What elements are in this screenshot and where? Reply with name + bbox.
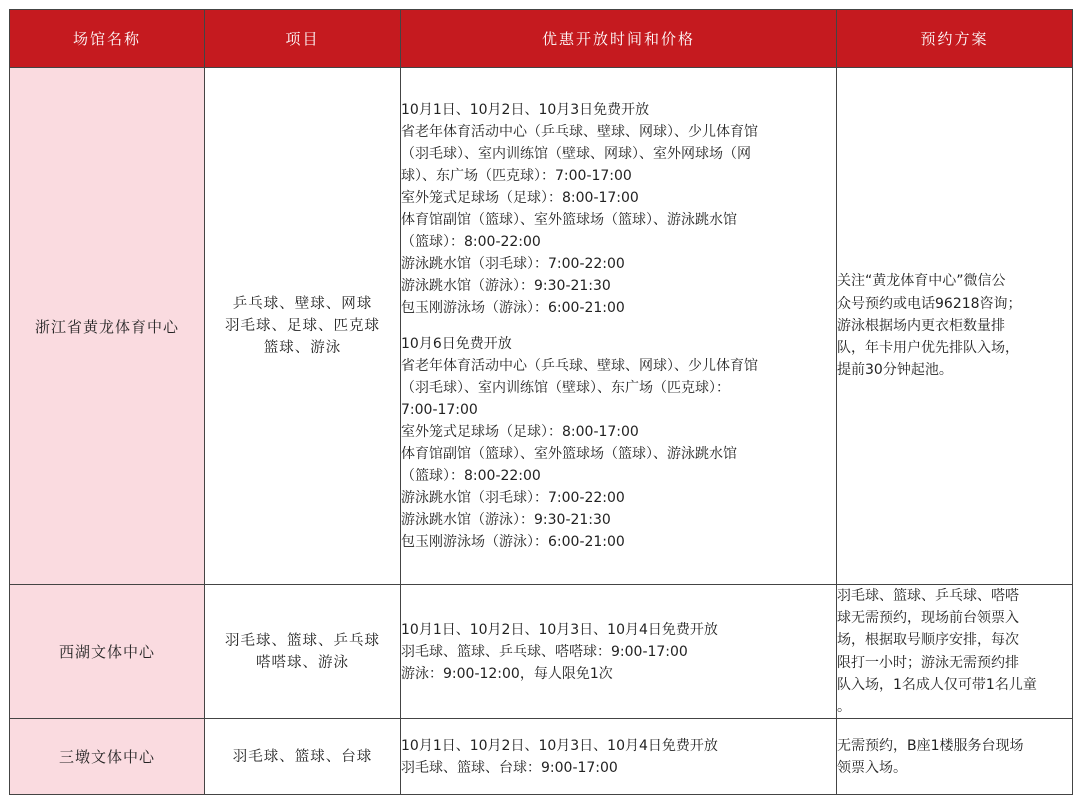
sports-cell bbox=[205, 68, 401, 585]
header-booking-plan: 预约方案 bbox=[837, 10, 1073, 68]
schedule-line: 室外笼式足球场（足球）：8:00-17:00 bbox=[401, 424, 639, 440]
booking-line: 众号预约或电话96218咨询； bbox=[837, 295, 1022, 312]
schedule-line: 游泳跳水馆（游泳）：9:30-21:30 bbox=[401, 512, 611, 528]
schedule-line: 体育馆副馆（篮球）、室外篮球场（篮球）、游泳跳水馆 bbox=[401, 212, 737, 228]
table-row bbox=[10, 68, 1073, 585]
schedule-line: 游泳跳水馆（羽毛球）：7:00-22:00 bbox=[401, 490, 625, 506]
schedule-line: 室外笼式足球场（足球）：8:00-17:00 bbox=[401, 190, 639, 206]
booking-line: 限打一小时；游泳无需预约排 bbox=[837, 654, 1019, 671]
schedule-line: 包玉刚游泳场（游泳）：6:00-21:00 bbox=[401, 534, 625, 550]
schedule-line: 省老年体育活动中心（乒乓球、壁球、网球）、少儿体育馆 bbox=[401, 358, 758, 374]
header-venue-name: 场馆名称 bbox=[10, 10, 205, 68]
schedule-line: 包玉刚游泳场（游泳）：6:00-21:00 bbox=[401, 300, 625, 316]
schedule-cell bbox=[401, 719, 837, 795]
schedule-line: 10月1日、10月2日、10月3日、10月4日免费开放 bbox=[401, 621, 718, 638]
schedule-line: 羽毛球、篮球、台球：9:00-17:00 bbox=[401, 759, 618, 776]
booking-line: 领票入场。 bbox=[837, 759, 907, 776]
schedule-line: （篮球）：8:00-22:00 bbox=[401, 234, 541, 250]
sports-cell bbox=[205, 585, 401, 719]
booking-line: 队入场，1名成人仅可带1名儿童 bbox=[837, 676, 1037, 693]
schedule-line: 体育馆副馆（篮球）、室外篮球场（篮球）、游泳跳水馆 bbox=[401, 446, 737, 462]
table-row bbox=[10, 719, 1073, 795]
schedule-line: 游泳跳水馆（游泳）：9:30-21:30 bbox=[401, 278, 611, 294]
booking-cell bbox=[837, 719, 1073, 795]
schedule-line: 10月1日、10月2日、10月3日免费开放 bbox=[401, 102, 650, 118]
schedule-line: 游泳：9:00-12:00，每人限免1次 bbox=[401, 665, 613, 682]
booking-line: 。 bbox=[837, 699, 851, 716]
sports-line: 羽毛球、篮球、乒乓球 bbox=[225, 632, 380, 649]
sports-line: 羽毛球、足球、匹克球 bbox=[225, 318, 380, 334]
venue-name-cell: 西湖文体中心 bbox=[10, 585, 205, 719]
booking-line: 关注“黄龙体育中心”微信公 bbox=[837, 273, 1006, 290]
booking-line: 提前30分钟起池。 bbox=[837, 362, 953, 379]
schedule-line: 游泳跳水馆（羽毛球）：7:00-22:00 bbox=[401, 256, 625, 272]
venue-name-cell: 三墩文体中心 bbox=[10, 719, 205, 795]
booking-line: 无需预约，B座1楼服务台现场 bbox=[837, 737, 1024, 754]
block-spacer bbox=[401, 319, 836, 333]
schedule-line: （羽毛球）、室内训练馆（壁球）、东广场（匹克球）： bbox=[401, 380, 730, 396]
header-schedule-price: 优惠开放时间和价格 bbox=[401, 10, 837, 68]
table-header-row bbox=[10, 10, 1073, 68]
schedule-cell bbox=[401, 585, 837, 719]
booking-line: 场，根据取号顺序安排，每次 bbox=[837, 632, 1019, 649]
sports-line: 羽毛球、篮球、台球 bbox=[232, 748, 373, 765]
venue-name-cell: 浙江省黄龙体育中心 bbox=[10, 68, 205, 585]
booking-line: 球无需预约，现场前台领票入 bbox=[837, 610, 1019, 627]
header-sports: 项目 bbox=[205, 10, 401, 68]
sports-line: 乒乓球、壁球、网球 bbox=[232, 296, 373, 312]
schedule-line: 10月6日免费开放 bbox=[401, 336, 512, 352]
sports-line: 嗒嗒球、游泳 bbox=[256, 654, 349, 671]
schedule-line: 10月1日、10月2日、10月3日、10月4日免费开放 bbox=[401, 737, 718, 754]
schedule-line: （羽毛球）、室内训练馆（壁球、网球）、室外网球场（网 bbox=[401, 146, 751, 162]
table-row bbox=[10, 585, 1073, 719]
booking-line: 游泳根据场内更衣柜数量排 bbox=[837, 317, 1005, 334]
booking-line: 羽毛球、篮球、乒乓球、嗒嗒 bbox=[837, 588, 1019, 604]
sports-line: 篮球、游泳 bbox=[263, 340, 342, 356]
schedule-line: （篮球）：8:00-22:00 bbox=[401, 468, 541, 484]
booking-cell bbox=[837, 68, 1073, 585]
sports-cell bbox=[205, 719, 401, 795]
schedule-line: 球）、东广场（匹克球）：7:00-17:00 bbox=[401, 168, 632, 184]
booking-line: 队，年卡用户优先排队入场， bbox=[837, 340, 1019, 357]
schedule-line: 省老年体育活动中心（乒乓球、壁球、网球）、少儿体育馆 bbox=[401, 124, 758, 140]
venue-schedule-table bbox=[9, 9, 1073, 795]
schedule-line: 7:00-17:00 bbox=[401, 402, 478, 418]
schedule-cell bbox=[401, 68, 837, 585]
schedule-line: 羽毛球、篮球、乒乓球、嗒嗒球：9:00-17:00 bbox=[401, 643, 688, 660]
booking-cell bbox=[837, 585, 1073, 719]
